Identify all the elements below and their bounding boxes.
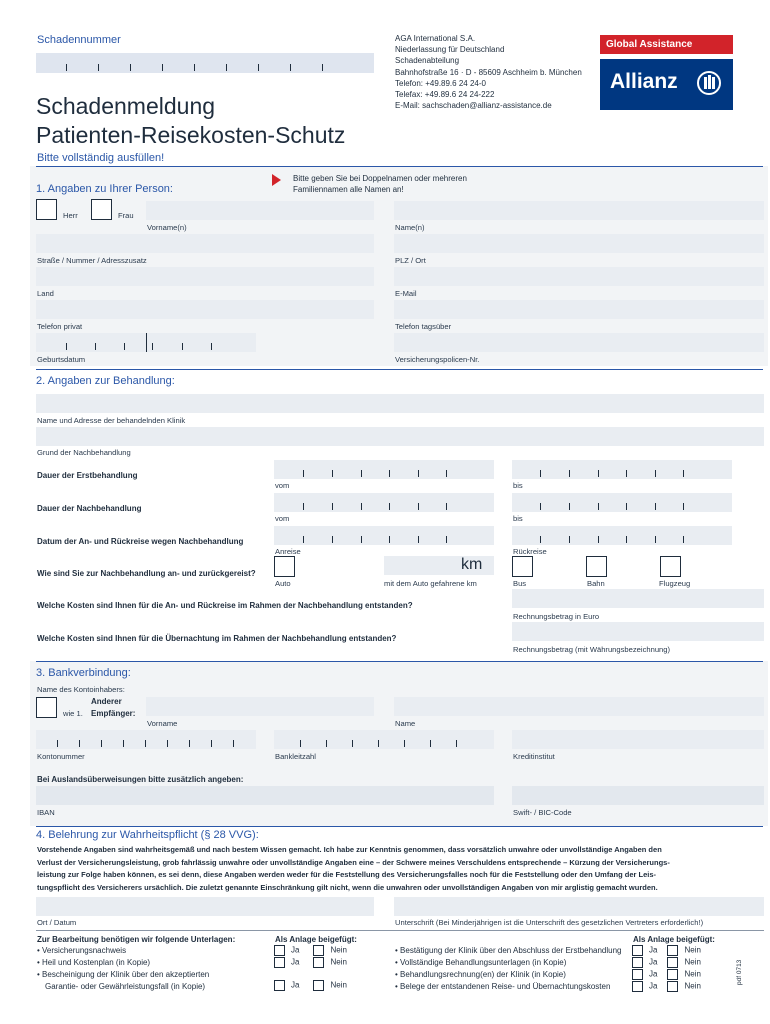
tel-privat-field[interactable]	[36, 300, 374, 319]
wie1-label: wie 1.	[63, 709, 83, 718]
tel-privat-label: Telefon privat	[37, 322, 83, 331]
left-item-3-cont: Garantie- oder Gewährleistungsfall (in Kopie)	[45, 982, 206, 991]
frau-label: Frau	[118, 211, 134, 220]
land-field[interactable]	[36, 267, 374, 286]
anreise-label: Anreise	[275, 547, 301, 556]
nein-checkbox[interactable]	[667, 957, 678, 968]
hint-arrow-icon	[272, 174, 281, 186]
bank-vorname-field[interactable]	[146, 697, 374, 716]
left-jn-1[interactable]: Ja Nein	[274, 945, 347, 956]
ja-checkbox[interactable]	[632, 981, 643, 992]
section2-title: 2. Angaben zur Behandlung:	[36, 375, 175, 387]
name-field[interactable]	[394, 201, 764, 220]
left-jn-3[interactable]: Ja Nein	[274, 980, 347, 991]
email-field[interactable]	[394, 267, 764, 286]
kosten-nacht-label: Welche Kosten sind Ihnen für die Übernachtung im Rahmen der Nachbehandlung entstanden?	[37, 634, 397, 643]
policen-field[interactable]	[394, 333, 764, 352]
nein-checkbox[interactable]	[667, 945, 678, 956]
right-jn-2[interactable]: Ja Nein	[632, 957, 701, 968]
kreditinstitut-field[interactable]	[512, 730, 764, 749]
strasse-field[interactable]	[36, 234, 374, 253]
erst-vom-label: vom	[275, 481, 290, 490]
empfaenger-label: Empfänger:	[91, 709, 136, 718]
flugzeug-checkbox[interactable]	[660, 556, 681, 577]
name-label: Name(n)	[395, 223, 425, 232]
kreditinstitut-label: Kreditinstitut	[513, 752, 555, 761]
tel-tags-label: Telefon tagsüber	[395, 322, 452, 331]
unterschrift-field[interactable]	[394, 897, 764, 916]
email-label: E-Mail	[395, 289, 417, 298]
grund-field[interactable]	[36, 427, 764, 446]
plz-field[interactable]	[394, 234, 764, 253]
section4-title: 4. Belehrung zur Wahrheitspflicht (§ 28 VVG):	[36, 829, 259, 841]
ja-checkbox[interactable]	[632, 945, 643, 956]
datum-reise-label: Datum der An- und Rückreise wegen Nachbehandlung	[37, 537, 244, 546]
erst-label: Dauer der Erstbehandlung	[37, 471, 138, 480]
bank-name-label: Name	[395, 719, 416, 728]
right-jn-1[interactable]: Ja Nein	[632, 945, 701, 956]
land-label: Land	[37, 289, 54, 298]
insurer-address: AGA International S.A. Niederlassung für Deutschland Schadenabteilung Bahnhofstraße 16 · D - 85609 Aschheim b. München Telefon: +49.89.6 24 24-0 Telefax: +49.89.6 24 24-222 E-Mail: sachschaden@allianz-assistance.de	[395, 34, 582, 111]
nach-label: Dauer der Nachbehandlung	[37, 504, 142, 513]
allianz-eagle-icon	[697, 71, 721, 95]
left-item-3: • Bescheinigung der Klinik über den akzeptierten	[37, 970, 210, 979]
strasse-label: Straße / Nummer / Adresszusatz	[37, 256, 147, 265]
wahrheitspflicht-text: Vorstehende Angaben sind wahrheitsgemäß und nach bestem Wissen gemacht. Ich habe zur Kenntnis genommen, dass vorsätzlich unwahre oder unvollständige Angaben den Verlust der Versicherungsleistung, grob fahrlässig unwahre oder unvollständige Angaben eine – der Schwere meines Verschuldens entsprechende – Kürzung der Versicherungs- leistung zur Folge haben können, es sei denn, diese Angaben werden weder für die Feststellung des Versicherungsfalles noch für die Feststellung oder den Umfang der Leis- tungspflicht des Versicherers ursächlich. Die zuletzt genannte Einschränkung gilt nicht, wenn die unwahren oder unvollständigen Angaben von mir arglistig gemacht wurden.	[37, 845, 670, 892]
section3-title: 3. Bankverbindung:	[36, 667, 131, 679]
nein-checkbox[interactable]	[313, 945, 324, 956]
bus-checkbox[interactable]	[512, 556, 533, 577]
bahn-checkbox[interactable]	[586, 556, 607, 577]
bank-vorname-label: Vorname	[147, 719, 178, 728]
bankleitzahl-label: Bankleitzahl	[275, 752, 316, 761]
unterschrift-label: Unterschrift (Bei Minderjährigen ist die Unterschrift des gesetzlichen Vertreters erforderlich!)	[395, 918, 704, 927]
claim-number-ticks	[66, 64, 323, 71]
rueckreise-label: Rückreise	[513, 547, 547, 556]
right-item-2: • Vollständige Behandlungsunterlagen (in Kopie)	[395, 958, 567, 967]
name-hint: Bitte geben Sie bei Doppelnamen oder mehreren Familiennamen alle Namen an!	[293, 174, 467, 194]
herr-label: Herr	[63, 211, 78, 220]
auto-checkbox[interactable]	[274, 556, 295, 577]
right-item-3: • Behandlungsrechnung(en) der Klinik (in Kopie)	[395, 970, 566, 979]
right-jn-3[interactable]: Ja Nein	[632, 969, 701, 980]
left-jn-2[interactable]: Ja Nein	[274, 957, 347, 968]
unterlagen-heading: Zur Bearbeitung benötigen wir folgende Unterlagen:	[37, 935, 236, 944]
bus-label: Bus	[513, 579, 527, 588]
bahn-label: Bahn	[587, 579, 605, 588]
rechnung-euro-label: Rechnungsbetrag in Euro	[513, 612, 600, 621]
nein-checkbox[interactable]	[667, 969, 678, 980]
ausland-label: Bei Auslandsüberweisungen bitte zusätzlich angeben:	[37, 775, 244, 784]
allianz-logo-text: Allianz	[610, 70, 678, 93]
ja-checkbox[interactable]	[274, 980, 285, 991]
nach-vom-label: vom	[275, 514, 290, 523]
kontonummer-label: Kontonummer	[37, 752, 85, 761]
right-item-4: • Belege der entstandenen Reise- und Übernachtungskosten	[395, 982, 611, 991]
ja-checkbox[interactable]	[274, 945, 285, 956]
ja-checkbox[interactable]	[632, 957, 643, 968]
claim-number-label: Schadennummer	[37, 34, 121, 46]
right-jn-4[interactable]: Ja Nein	[632, 981, 701, 992]
grund-label: Grund der Nachbehandlung	[37, 448, 131, 457]
anderer-checkbox[interactable]	[36, 697, 57, 718]
swift-field[interactable]	[512, 786, 764, 805]
tel-tags-field[interactable]	[394, 300, 764, 319]
herr-checkbox[interactable]	[36, 199, 57, 220]
iban-label: IBAN	[37, 808, 55, 817]
section1-title: 1. Angaben zu Ihrer Person:	[36, 183, 173, 195]
anlage-heading-right: Als Anlage beigefügt:	[633, 935, 715, 944]
kosten-reise-label: Welche Kosten sind Ihnen für die An- und Rückreise im Rahmen der Nachbehandlung entstanden?	[37, 601, 413, 610]
frau-checkbox[interactable]	[91, 199, 112, 220]
wie-label: Wie sind Sie zur Nachbehandlung an- und zurückgereist?	[37, 569, 256, 578]
ort-datum-label: Ort / Datum	[37, 918, 77, 927]
right-item-1: • Bestätigung der Klinik über den Abschluss der Erstbehandlung	[395, 946, 622, 955]
klinik-label: Name und Adresse der behandelnden Klinik	[37, 416, 186, 425]
nach-bis-label: bis	[513, 514, 523, 523]
km-unit: km	[461, 556, 483, 573]
brand-banner: Global Assistance	[600, 35, 733, 54]
rechnung-wae-field[interactable]	[512, 622, 764, 641]
nein-checkbox[interactable]	[313, 957, 324, 968]
rechnung-wae-label: Rechnungsbetrag (mit Währungsbezeichnung)	[513, 645, 671, 654]
anlage-heading-left: Als Anlage beigefügt:	[275, 935, 357, 944]
erst-bis-label: bis	[513, 481, 523, 490]
inhaber-label: Name des Kontoinhabers:	[37, 685, 125, 694]
nein-checkbox[interactable]	[667, 981, 678, 992]
flugzeug-label: Flugzeug	[659, 579, 691, 588]
page-subtitle: Bitte vollständig ausfüllen!	[37, 152, 165, 164]
iban-field[interactable]	[36, 786, 494, 805]
left-item-1: • Versicherungsnachweis	[37, 946, 127, 955]
anderer-label: Anderer	[91, 697, 122, 706]
plz-label: PLZ / Ort	[395, 256, 426, 265]
ja-checkbox[interactable]	[274, 957, 285, 968]
page-title: Schadenmeldung Patienten-Reisekosten-Schutz	[36, 93, 346, 148]
auto-label: Auto	[275, 579, 291, 588]
vorname-label: Vorname(n)	[147, 223, 187, 232]
ort-datum-field[interactable]	[36, 897, 374, 916]
left-item-2: • Heil und Kostenplan (in Kopie)	[37, 958, 151, 967]
vorname-field[interactable]	[146, 201, 374, 220]
geburtsdatum-label: Geburtsdatum	[37, 355, 86, 364]
rechnung-euro-field[interactable]	[512, 589, 764, 608]
policen-label: Versicherungspolicen-Nr.	[395, 355, 480, 364]
klinik-field[interactable]	[36, 394, 764, 413]
ja-checkbox[interactable]	[632, 969, 643, 980]
swift-label: Swift- / BIC-Code	[513, 808, 572, 817]
bank-name-field[interactable]	[394, 697, 764, 716]
km-label: mit dem Auto gefahrene km	[384, 579, 477, 588]
form-code: pdf 0713	[736, 959, 743, 985]
nein-checkbox[interactable]	[313, 980, 324, 991]
